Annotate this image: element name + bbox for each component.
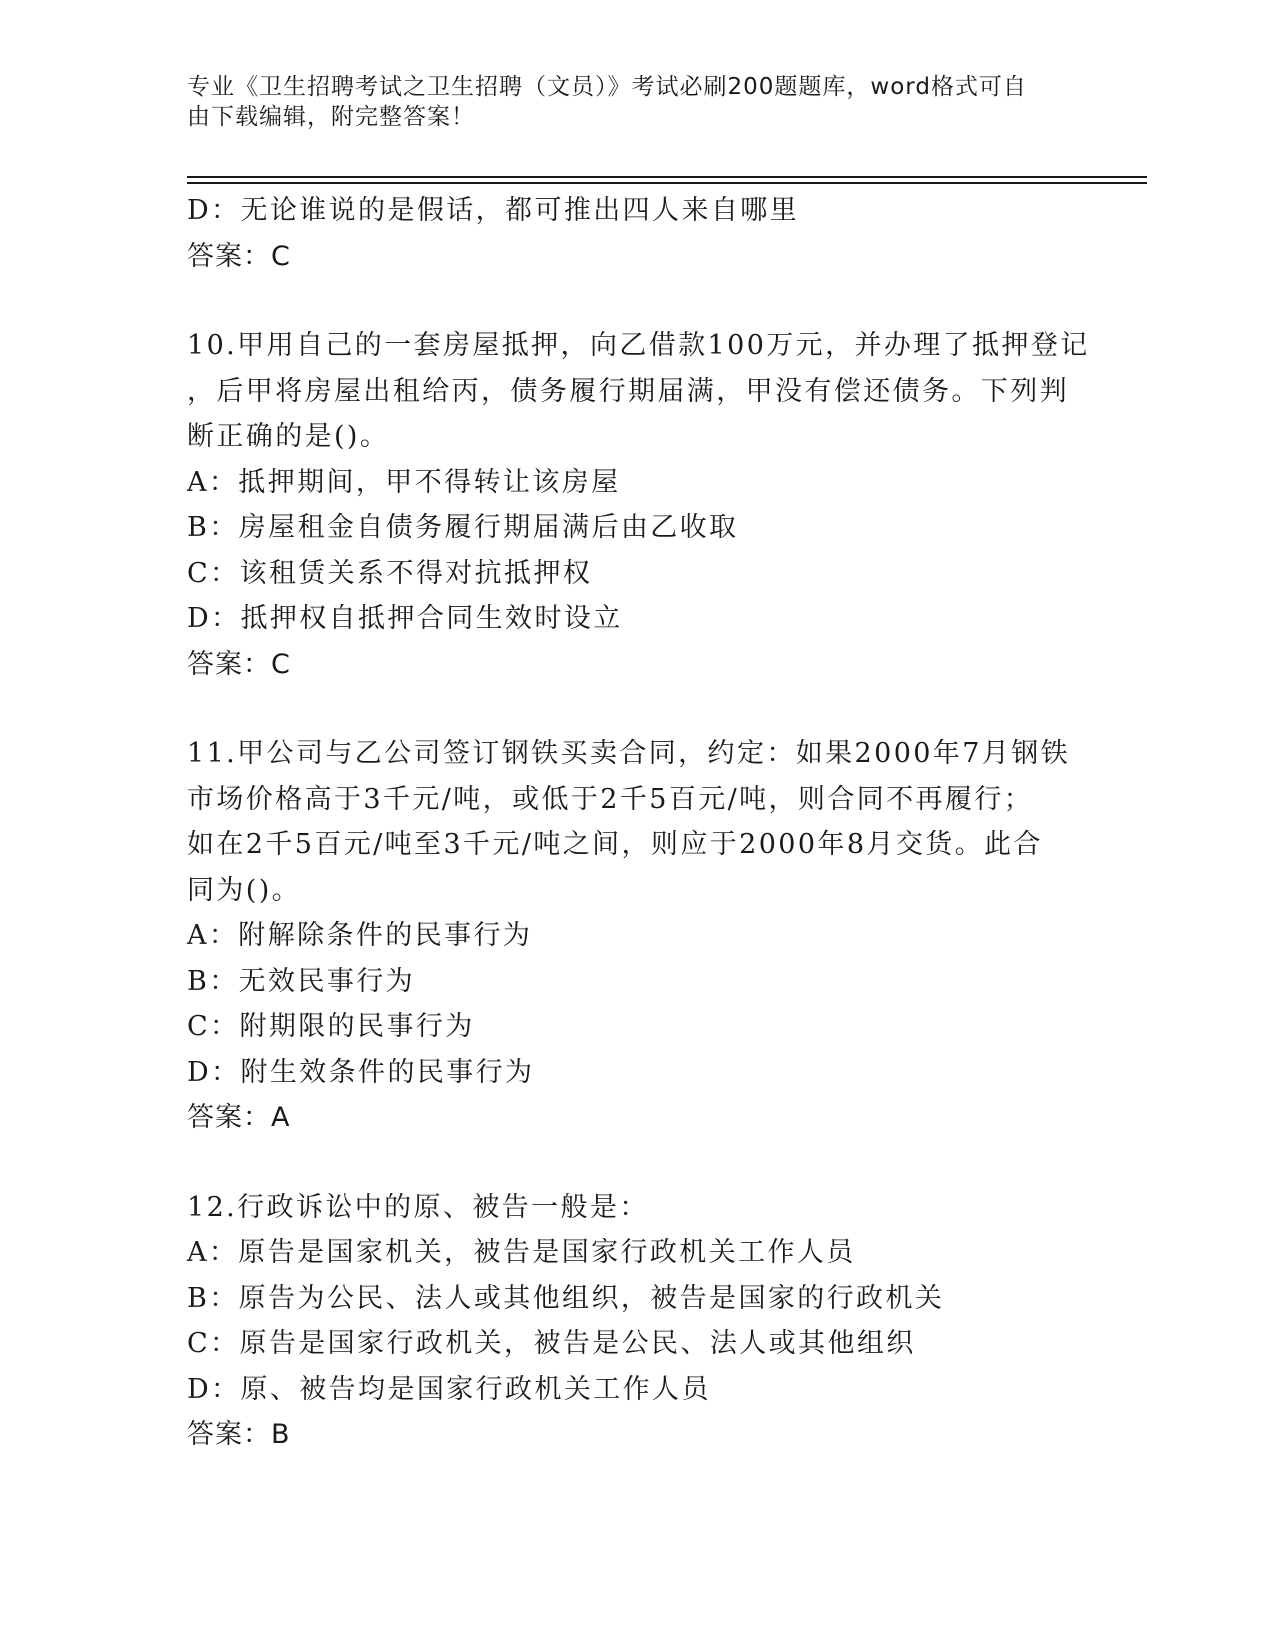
prev-question-option-d: D：无论谁说的是假话，都可推出四人来自哪里 (187, 195, 800, 226)
option-b: B：无效民事行为 (187, 965, 416, 997)
option-a: A：抵押期间，甲不得转让该房屋 (187, 466, 621, 498)
answer: 答案：C (187, 648, 291, 680)
option-d: D：附生效条件的民事行为 (187, 1056, 535, 1088)
option-d: D：抵押权自抵押合同生效时设立 (187, 603, 623, 634)
question-list (187, 188, 1090, 1458)
header-divider-top (187, 176, 1147, 178)
question-stem-line: 如在2千5百元/吨至3千元/吨之间，则应于2000年8月交货。此合 (187, 829, 1043, 860)
option-b: B：原告为公民、法人或其他组织，被告是国家的行政机关 (187, 1282, 945, 1314)
question-stem-line: 同为()。 (187, 874, 302, 906)
question-stem-line: 市场价格高于3千元/吨，或低于2千5百元/吨，则合同不再履行； (187, 783, 1034, 815)
option-c: C：原告是国家行政机关，被告是公民、法人或其他组织 (187, 1328, 916, 1359)
option-b: B：房屋租金自债务履行期届满后由乙收取 (187, 512, 739, 543)
option-d: D：原、被告均是国家行政机关工作人员 (187, 1373, 711, 1405)
option-a: A：原告是国家机关，被告是国家行政机关工作人员 (187, 1237, 856, 1268)
question-stem-line: 11.甲公司与乙公司签订钢铁买卖合同，约定：如果2000年7月钢铁 (187, 738, 1071, 769)
question-stem-line: 12.行政诉讼中的原、被告一般是： (187, 1191, 649, 1223)
option-c: C：附期限的民事行为 (187, 1011, 475, 1042)
question-stem-line: 断正确的是()。 (187, 421, 390, 452)
document-header (187, 72, 1067, 132)
answer: 答案：A (187, 1102, 291, 1133)
question-11 (187, 731, 1087, 1141)
question-10 (187, 323, 1090, 687)
header-line-1: 专业《卫生招聘考试之卫生招聘（文员）》考试必刷200题题库，word格式可自 (187, 74, 1027, 100)
question-12 (187, 1185, 1087, 1458)
answer: 答案：B (187, 1419, 291, 1450)
header-line-2: 由下载编辑，附完整答案！ (187, 104, 475, 130)
question-stem-line: 10.甲用自己的一套房屋抵押，向乙借款100万元，并办理了抵押登记 (187, 330, 1090, 361)
header-divider-bottom (187, 182, 1147, 184)
option-a: A：附解除条件的民事行为 (187, 920, 533, 951)
option-c: C：该租赁关系不得对抗抵押权 (187, 557, 593, 589)
question-stem-line: ，后甲将房屋出租给丙，债务履行期届满，甲没有偿还债务。下列判 (187, 375, 1069, 407)
prev-question-answer: 答案：C (187, 240, 291, 272)
